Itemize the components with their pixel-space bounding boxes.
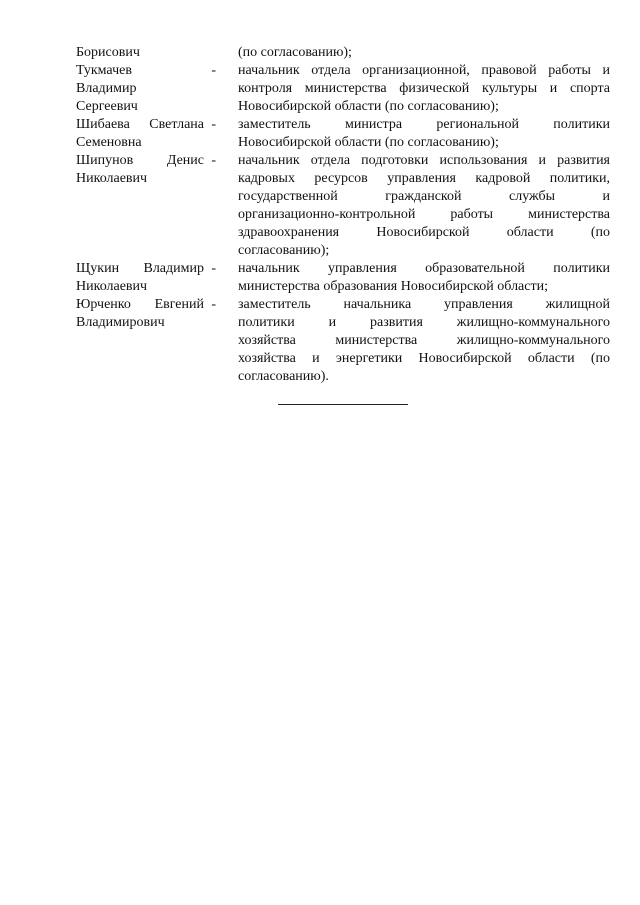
member-name bbox=[76, 62, 216, 116]
name-dash: - bbox=[211, 117, 216, 132]
member-name bbox=[76, 260, 216, 296]
member-name bbox=[76, 296, 216, 332]
member-position bbox=[216, 44, 610, 62]
member-entry bbox=[76, 62, 610, 116]
closing-rule bbox=[278, 404, 408, 405]
member-name-line: Владимир bbox=[76, 81, 137, 96]
member-position-line: Новосибирской области (по согласованию); bbox=[238, 99, 499, 114]
member-entry bbox=[76, 260, 610, 296]
member-position-line: заместитель начальника управления жилищной bbox=[238, 297, 610, 312]
member-name-line: Семеновна bbox=[76, 135, 142, 150]
member-name-line: Щукин Владимир bbox=[76, 261, 204, 276]
member-position-line: начальник отдела подготовки использования и развития bbox=[238, 153, 610, 168]
member-position-line: здравоохранения Новосибирской области (по bbox=[238, 225, 610, 240]
member-position-line: Новосибирской области (по согласованию); bbox=[238, 135, 499, 150]
name-dash: - bbox=[211, 63, 216, 78]
name-dash: - bbox=[211, 153, 216, 168]
member-name-line: Николаевич bbox=[76, 279, 148, 294]
member-name bbox=[76, 116, 216, 152]
member-position-line: заместитель министра региональной политики bbox=[238, 117, 610, 132]
member-name bbox=[76, 152, 216, 188]
member-name-line: Владимирович bbox=[76, 315, 165, 330]
member-position bbox=[216, 296, 610, 386]
member-position-line: кадровых ресурсов управления кадровой политики, bbox=[238, 171, 610, 186]
member-entry bbox=[76, 296, 610, 386]
member-position-line: политики и развития жилищно-коммунального bbox=[238, 315, 610, 330]
member-entry bbox=[76, 152, 610, 260]
member-name-line: Николаевич bbox=[76, 171, 148, 186]
member-position bbox=[216, 116, 610, 152]
member-name-line: Юрченко Евгений bbox=[76, 297, 204, 312]
member-position-line: хозяйства министерства жилищно-коммунального bbox=[238, 333, 610, 348]
member-position-line: министерства образования Новосибирской области; bbox=[238, 279, 548, 294]
member-position-line: начальник отдела организационной, правовой работы и bbox=[238, 63, 610, 78]
member-position-line: (по согласованию); bbox=[238, 45, 352, 60]
member-entry bbox=[76, 116, 610, 152]
member-name-line: Тукмачев bbox=[76, 63, 132, 78]
member-position-line: хозяйства и энергетики Новосибирской области (по bbox=[238, 351, 610, 366]
member-name-line: Шипунов Денис bbox=[76, 153, 204, 168]
member-position-line: контроля министерства физической культуры и спорта bbox=[238, 81, 610, 96]
member-position bbox=[216, 62, 610, 116]
member-name-line: Шибаева Светлана bbox=[76, 117, 204, 132]
member-position-line: государственной гражданской службы и bbox=[238, 189, 610, 204]
member-position-line: согласованию); bbox=[238, 243, 330, 258]
members-list bbox=[76, 44, 610, 386]
member-position-line: начальник управления образовательной политики bbox=[238, 261, 610, 276]
member-entry bbox=[76, 44, 610, 62]
name-dash: - bbox=[211, 261, 216, 276]
member-position-line: организационно-контрольной работы министерства bbox=[238, 207, 610, 222]
member-name-line: Борисович bbox=[76, 45, 140, 60]
member-position bbox=[216, 260, 610, 296]
member-position bbox=[216, 152, 610, 260]
name-dash: - bbox=[211, 297, 216, 312]
member-name bbox=[76, 44, 216, 62]
member-position-line: согласованию). bbox=[238, 369, 329, 384]
member-name-line: Сергеевич bbox=[76, 99, 138, 114]
